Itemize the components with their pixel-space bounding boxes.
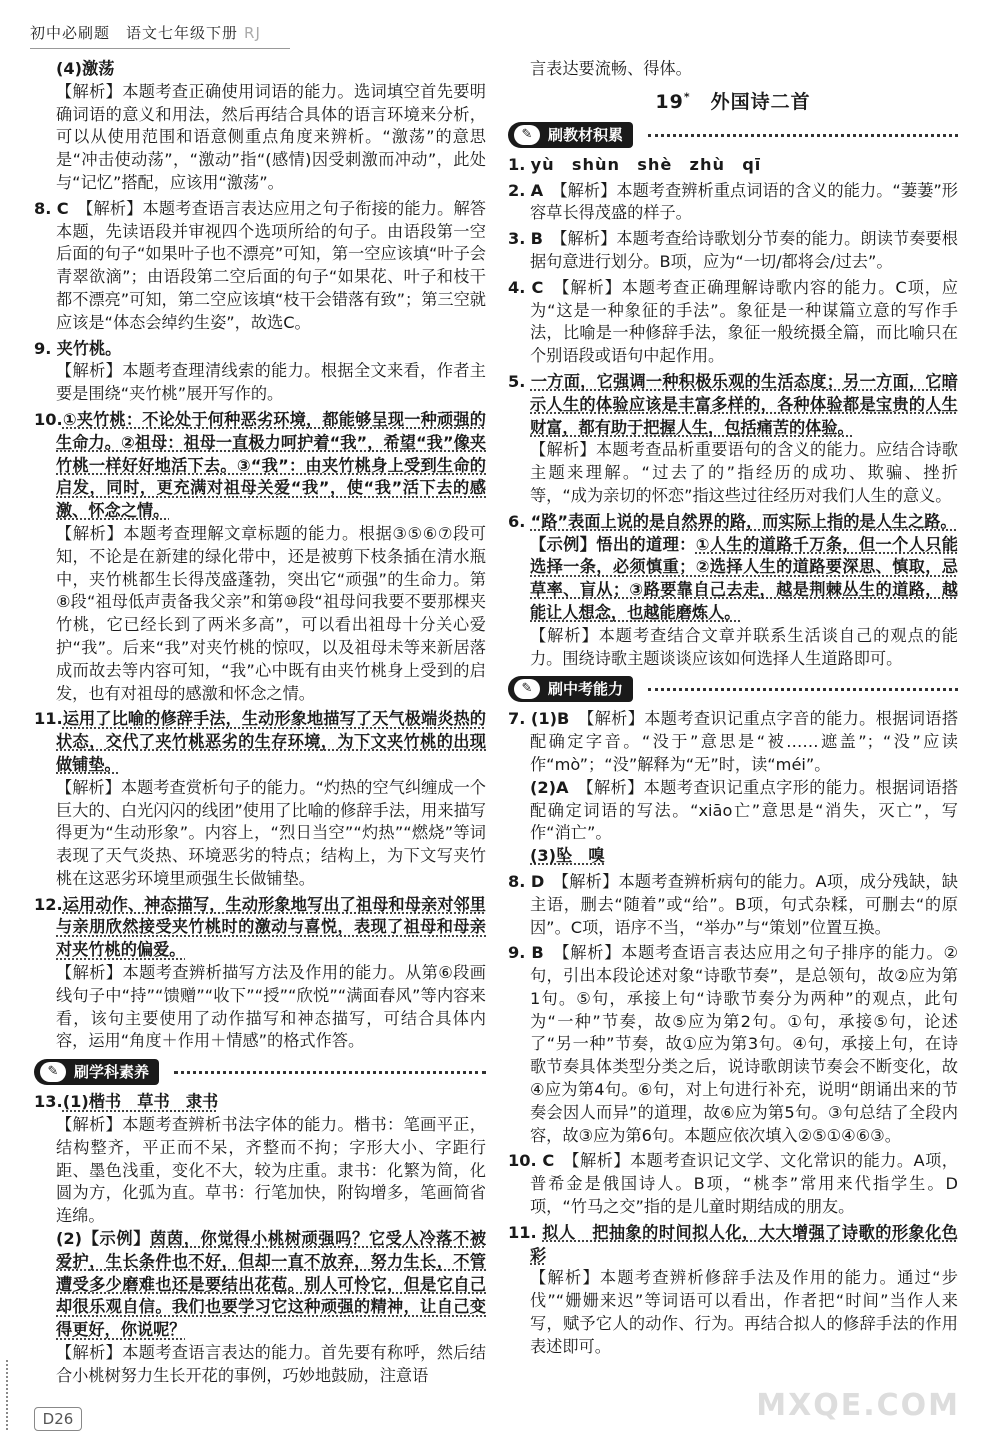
edition-label: RJ <box>244 24 261 42</box>
answer-block <box>508 942 958 1147</box>
item-number: 4. <box>508 277 526 297</box>
header-rule <box>30 48 290 49</box>
continued-text: 言表达要流畅、得体。 <box>530 59 692 78</box>
analysis: 【解析】本题考查正确使用词语的能力。选词填空首先要明确词语的意义和用法，然后再结合具体的语言环境来分析，可以从使用范围和语意侧重点角度来辨析。“激荡”的意思是“冲击使动荡”，“激动”指“(感情)因受刺激而冲动”，此处与“记忆”搭配，应该用“激荡”。 <box>56 81 486 192</box>
lesson-title: 19* 外国诗二首 <box>655 90 811 113</box>
answer: B <box>531 943 544 963</box>
answer: B <box>530 229 543 249</box>
analysis: 【解析】本题考查品析重要语句的含义的能力。应结合诗歌主题来理解。“过去了的”指经历的成功、欺骗、挫折等，“成为亲切的怀恋”指这些过往经历对我们人生的意义。 <box>530 440 958 505</box>
section-banner <box>508 122 958 148</box>
item-number: 11. <box>508 1222 537 1242</box>
answer: ①夹竹桃：不论处于何种恶劣环境，都能够呈现一种顽强的生命力。②祖母：祖母一直极力呵护着“我”，希望“我”像夹竹桃一样好好地活下去。③“我”：由夹竹桃身上受到生命的启发，同时，更充满对祖母关爱“我”，使“我”活下去的感激、怀念之情。 <box>56 409 486 521</box>
analysis: 【解析】本题考查给诗歌划分节奏的能力。朗读节奏要根据句意进行划分。B项，应为“一切/都将会/过去”。 <box>530 229 958 271</box>
section-banner <box>508 676 958 702</box>
answer: A <box>530 180 544 200</box>
analysis: 【解析】本题考查结合文章并联系生活谈自己的观点的能力。围绕诗歌主题谈谈应该如何选择人生道路即可。 <box>530 625 958 668</box>
answer: C <box>531 277 544 297</box>
item-number: 2. <box>508 180 526 200</box>
answer-block <box>508 511 958 671</box>
answer-block <box>34 894 486 1054</box>
example-label: 【示例】悟出的道理： <box>530 534 696 554</box>
answer: 一方面，它强调一种积极乐观的生活态度；另一方面，它暗示人生的体验应该是丰富多样的，各种体验都是宝贵的人生财富，都有助于把握人生，包括痛苦的体验。 <box>530 371 958 437</box>
answer-block <box>508 228 958 274</box>
brush-icon: ✎ <box>514 125 540 145</box>
item-number: 6. <box>508 511 526 531</box>
answer: 运用动作、神态描写，生动形象地写出了祖母和母亲对邻里与亲朋欣然接受夹竹桃时的激动与喜悦，表现了祖母和母亲对夹竹桃的偏爱。 <box>56 894 486 960</box>
answer: (1)B <box>530 709 570 729</box>
item-number: 9. <box>508 943 526 963</box>
section-title: 刷教材积累 <box>548 125 624 144</box>
brush-icon: ✎ <box>514 679 540 699</box>
analysis: 【解析】本题考查语言表达应用之句子衔接的能力。解答本题，先读语段并审视四个选项所给的句子。由语段第一空后面的句子“如果叶子也不漂亮”可知，第一空应该填“叶子会青翠欲滴”；由语段第二空后面的句子“如果花、叶子和枝干都不漂亮”可知，第二空应该填“枝干会错落有致”；第三空就应该是“体态会绰约生姿”，故选C。 <box>56 198 486 332</box>
answer-block <box>34 409 486 705</box>
page-number: D26 <box>34 1407 82 1431</box>
example-answer: ①人生的道路千万条，但一个人只能选择一条，必须慎重；②选择人生的道路要深思、慎取，忌草率、盲从；③路要靠自己去走，越是荆棘丛生的道路，越能让人想念，也越能磨炼人。 <box>530 534 958 622</box>
answer-block <box>34 1091 486 1387</box>
answer: C <box>542 1151 555 1171</box>
analysis: 【解析】本题考查理解文章标题的能力。根据③⑤⑥⑦段可知，不论是在新建的绿化带中，还是被剪下枝条插在清水瓶中，夹竹桃都生长得茂盛蓬勃，突出它“顽强”的生命力。第⑧段“祖母低声责备我父亲”和第⑩段“祖母问我要不要那棵夹竹桃，它已经长到了两米多高”，可以看出祖母十分关心爱护“我”。后来“我”对夹竹桃的惊叹，以及祖母未等来新居落成而故去等内容可知，“我”心中既有由夹竹桃身上受到的启发，也有对祖母的感激和怀念之情。 <box>56 523 486 703</box>
running-header <box>30 22 261 43</box>
analysis: 【解析】本题考查辨析病句的能力。A项，成分残缺，缺主语，删去“随着”或“给”。B项，句式杂糅，可删去“的原因”。C项，语序不当，“举办”与“策划”位置互换。 <box>530 871 958 937</box>
answer: 运用了比喻的修辞手法，生动形象地描写了天气极端炎热的状态，交代了夹竹桃恶劣的生存环境，为下文夹竹桃的出现做铺垫。 <box>56 709 486 774</box>
answer: (3)坠 嗅 <box>530 846 605 866</box>
answer-block <box>508 277 958 368</box>
item-number: 12. <box>34 894 63 914</box>
section-banner <box>34 1059 486 1085</box>
answer: 夹竹桃。 <box>56 338 122 358</box>
answer: D <box>530 871 545 891</box>
answer-block <box>508 1150 958 1218</box>
answer-block <box>34 198 486 335</box>
answer: 拟人 把抽象的时间拟人化，大大增强了诗歌的形象化色彩 <box>530 1222 958 1265</box>
answer-block <box>508 180 958 226</box>
answer: (1)楷书 草书 隶书 <box>62 1092 219 1112</box>
analysis: 【解析】本题考查辨析重点词语的含义的能力。“萋萋”形容草长得茂盛的样子。 <box>530 180 958 223</box>
answer-block <box>34 58 486 195</box>
answer: 茵茵，你觉得小桃树顽强吗？它受人冷落不被爱护，生长条件也不好，但却一直不放弃，努力生长，不管遭受多少磨难也还是要结出花苞。别人可怜它，但是它自己却很乐观自信。我们也要学习它这种顽强的精神，让自己变得更好，你说呢？ <box>56 1229 487 1340</box>
item-number: 13. <box>34 1092 63 1112</box>
brush-icon: ✎ <box>40 1062 66 1082</box>
analysis: 【解析】本题考查赏析句子的能力。“灼热的空气纠缠成一个巨大的、白光闪闪的线团”使用了比喻的修辞手法，用来描写得更为“生动形象”。内容上，“烈日当空”“灼热”“燃烧”等词表现了天气炎热、环境恶劣的特点；结构上，为下文写夹竹桃在这恶劣环境里顽强生长做铺垫。 <box>56 777 486 888</box>
margin-dots <box>6 1360 8 1430</box>
answer: C <box>56 198 69 218</box>
item-number: 10. <box>34 409 63 429</box>
analysis: 【解析】本题考查识记重点字音的能力。根据词语搭配确定字音。“没于”意思是“被……遮盖”；“没”应读作“mò”；“没”解释为“无”时，读“méi”。 <box>530 709 959 774</box>
item-number: 8. <box>508 871 526 891</box>
section-title: 刷学科素养 <box>74 1063 150 1082</box>
item-number: 3. <box>508 229 526 249</box>
example-label: (2)【示例】 <box>56 1229 151 1249</box>
answer: (2)A <box>530 777 569 797</box>
answer: (4)激荡 <box>56 59 115 78</box>
analysis: 【解析】本题考查识记重点字形的能力。根据词语搭配确定词语的写法。“xiāo亡”意思是“消失，灭亡”，写作“消亡”。 <box>530 777 958 843</box>
answer-block <box>34 338 486 406</box>
answer: yù shùn shè zhù qī <box>530 154 762 174</box>
item-number: 7. <box>508 709 526 729</box>
answer: “路”表面上说的是自然界的路，而实际上指的是人生之路。 <box>530 511 957 531</box>
item-number: 11. <box>34 709 63 729</box>
analysis: 【解析】本题考查识记文学、文化常识的能力。A项，普希金是俄国诗人。B项，“桃李”常用来代指学生。D项，“竹马之交”指的是儿童时期结成的朋友。 <box>530 1151 958 1217</box>
item-number: 1. <box>508 154 526 174</box>
item-number: 8. <box>34 198 52 218</box>
answer-block <box>508 371 958 508</box>
analysis: 【解析】本题考查辨析修辞手法及作用的能力。通过“步伐”“姗姗来迟”等词语可以看出，作者把“时间”当作人来写，赋予它人的动作、行为。再结合拟人的修辞手法的作用表述即可。 <box>530 1268 958 1356</box>
analysis: 【解析】本题考查语言表达应用之句子排序的能力。②句，引出本段论述对象“诗歌节奏”，是总领句，故②应为第1句。⑤句，承接上句“诗歌节奏分为两种”的观点，此句为“一种”节奏，故⑤应为第2句。①句，承接⑤句，论述了“另一种”节奏，故①应为第3句。④句，承接上句，在诗歌节奏具体类型分类之后，说诗歌朗读节奏会不断变化，故④应为第4句。⑥句，对上句进行补充，说明“朗诵出来的节奏会因人而异”的道理，故⑥应为第5句。③句总结了全段内容，故③应为第6句。本题应依次填入②⑤①④⑥③。 <box>530 943 958 1145</box>
analysis: 【解析】本题考查正确理解诗歌内容的能力。C项，应为“这是一种象征的手法”。象征是一种谋篇立意的写作手法，比喻是一种修辞手法，象征一般统摄全篇，而比喻只在个别语段或语句中起作用。 <box>530 277 958 366</box>
left-column <box>34 58 486 1391</box>
answer-block <box>508 871 958 939</box>
answer-block <box>508 154 958 177</box>
analysis: 【解析】本题考查理清线索的能力。根据全文来看，作者主要是围绕“夹竹桃”展开写作的。 <box>56 361 486 404</box>
item-number: 9. <box>34 338 52 358</box>
section-title: 刷中考能力 <box>548 680 624 699</box>
watermark-logo: MXQE.COM <box>756 1388 960 1423</box>
analysis: 【解析】本题考查语言表达的能力。首先要有称呼，然后结合小桃树努力生长开花的事例，巧妙地鼓励，注意语 <box>56 1343 486 1385</box>
analysis: 【解析】本题考查辨析书法字体的能力。楷书：笔画平正，结构整齐，平正而不呆，齐整而不拘；字形大小、字距行距、墨色浅重，变化不大，较为庄重。隶书：化繁为简，化圆为方，化弧为直。草书：行笔加快，附钩增多，笔画简省连绵。 <box>56 1115 486 1226</box>
item-number: 5. <box>508 371 526 391</box>
item-number: 10. <box>508 1151 537 1171</box>
answer-block <box>508 1222 958 1359</box>
answer-block <box>508 708 958 868</box>
answer-block <box>34 708 486 890</box>
analysis: 【解析】本题考查辨析描写方法及作用的能力。从第⑥段画线句子中“持”“馈赠”“收下”“授”“欣悦”“满面春风”等内容来看，该句主要使用了动作描写和神态描写，可结合具体内容，运用“角度＋作用＋情感”的格式作答。 <box>56 963 486 1051</box>
right-column <box>508 58 958 1362</box>
header-title: 初中必刷题 语文七年级下册 <box>30 24 239 42</box>
